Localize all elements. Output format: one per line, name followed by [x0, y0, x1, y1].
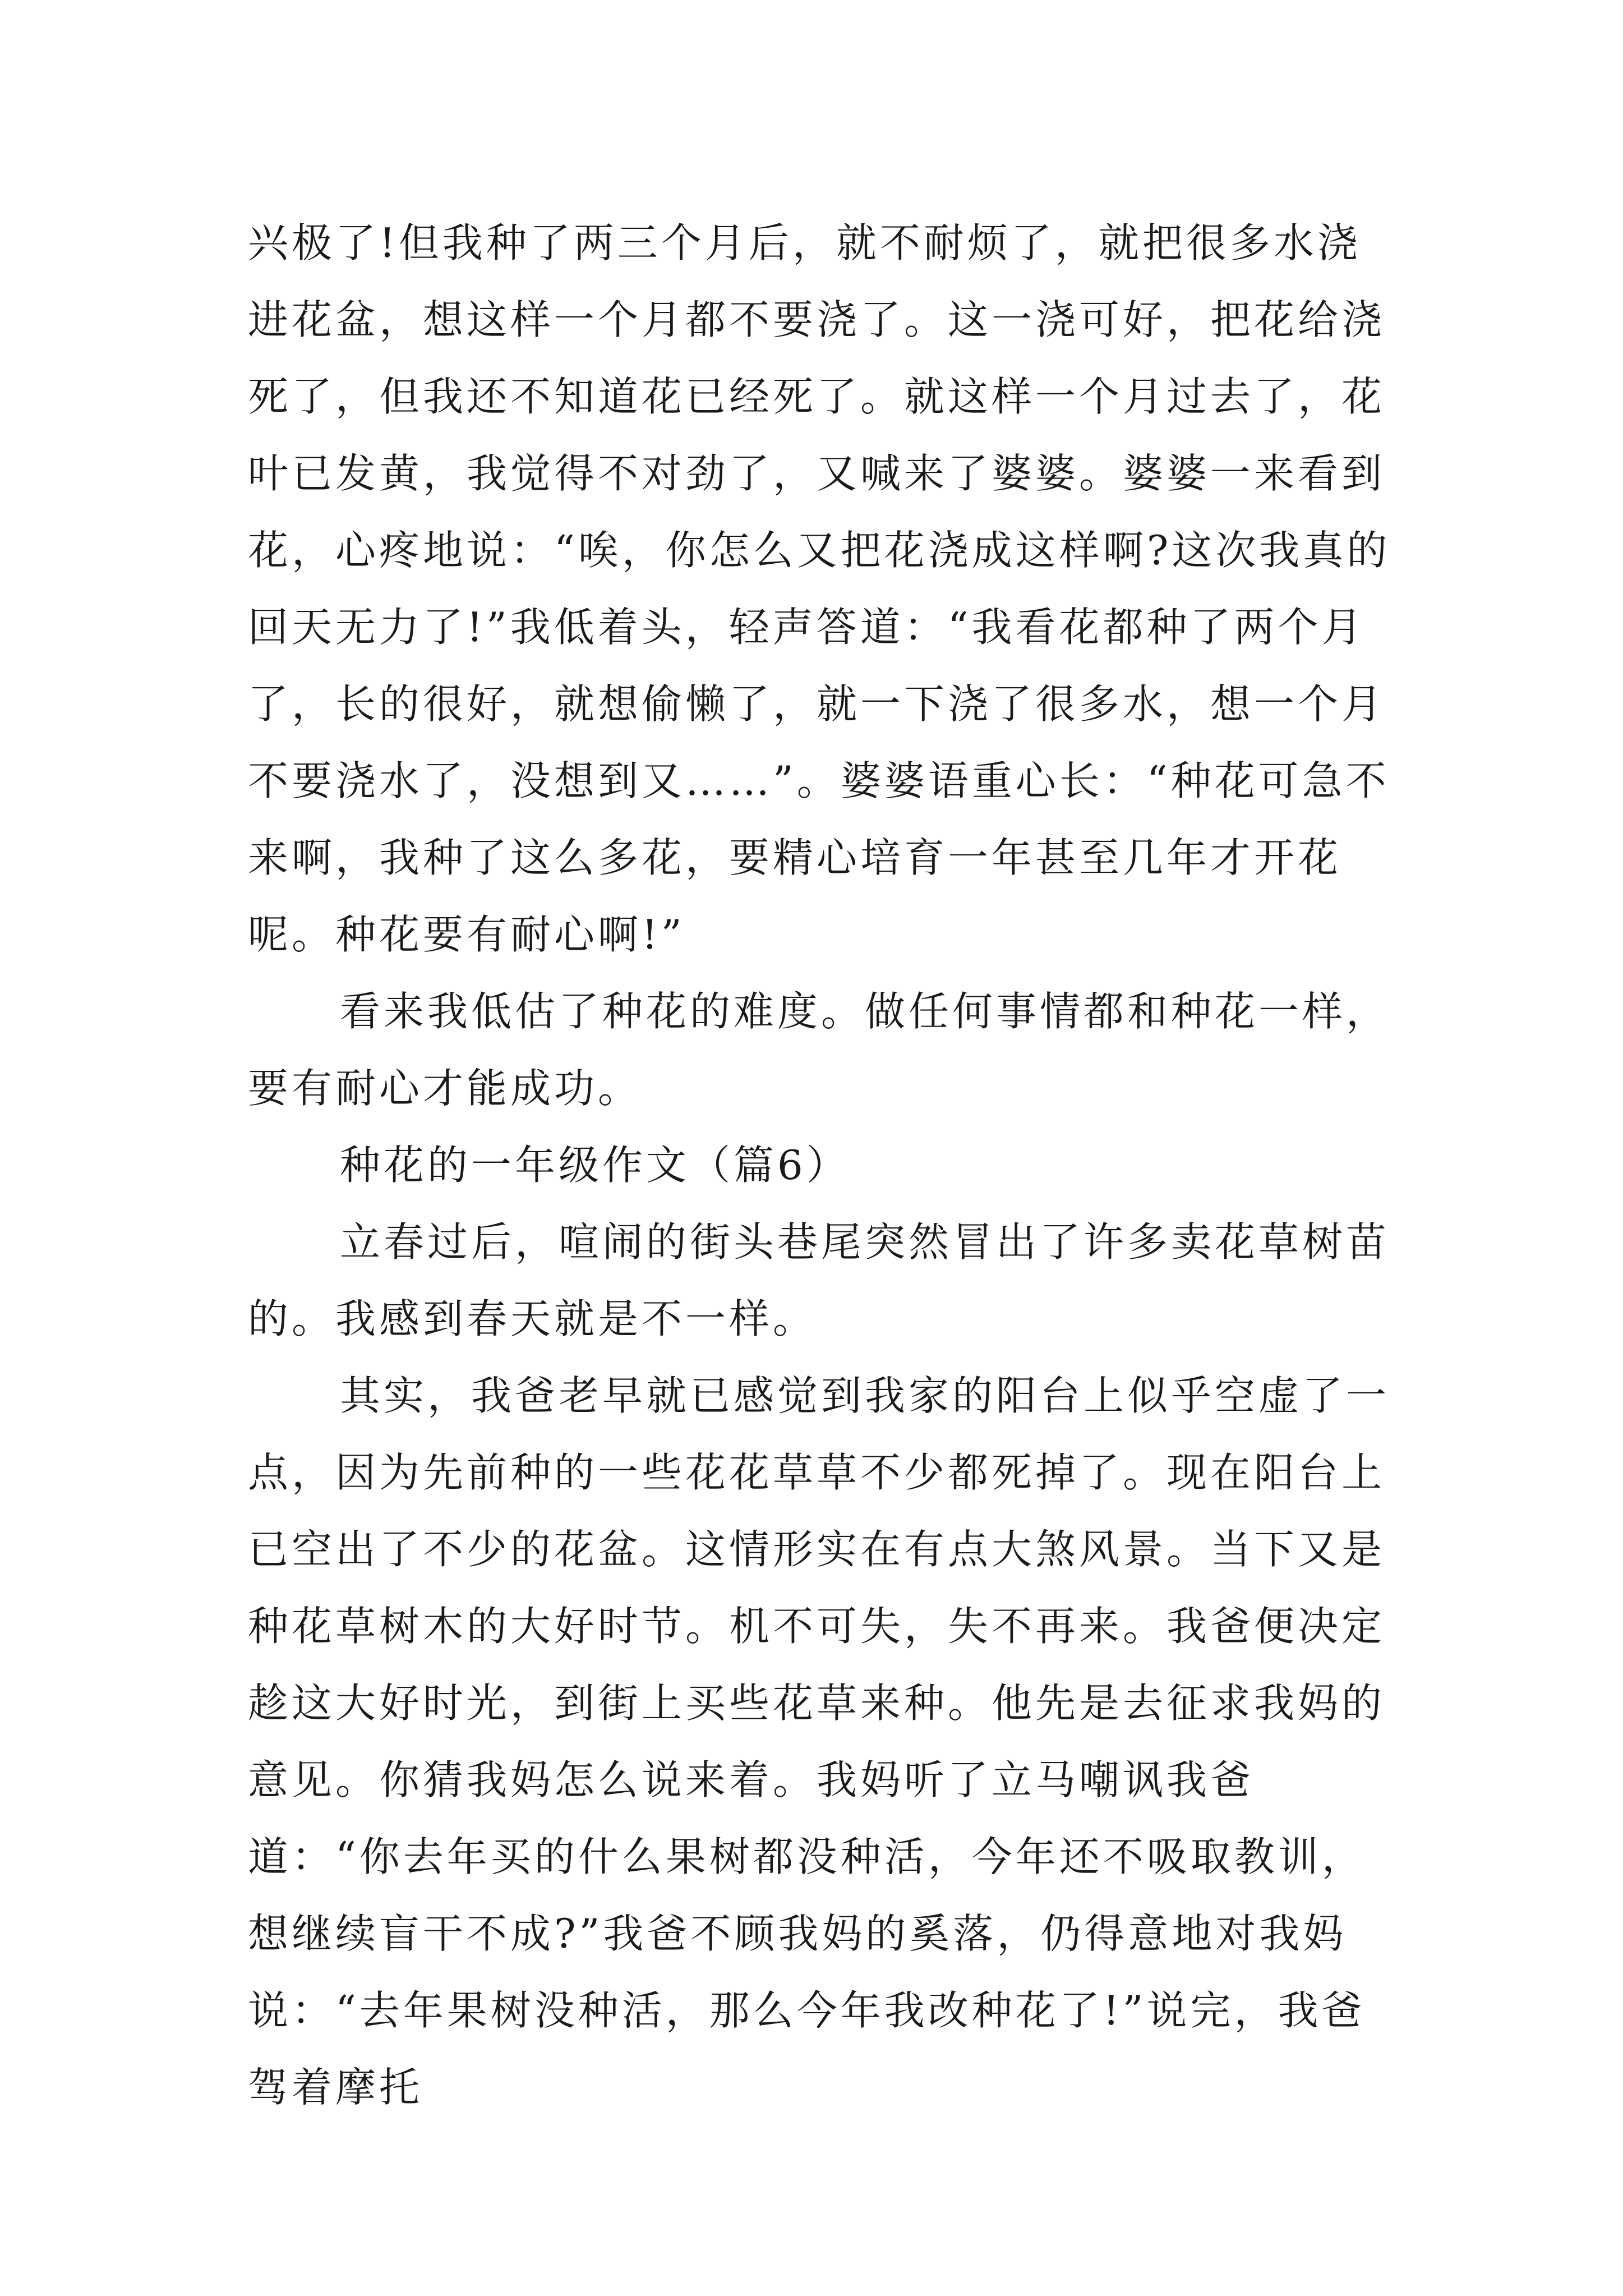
paragraph-spring: 立春过后，喧闹的街头巷尾突然冒出了许多卖花草树苗的。我感到春天就是不一样。 — [248, 1218, 1390, 1342]
document-body — [248, 205, 1398, 2126]
section-heading: 种花的一年级作文（篇6） — [340, 1142, 850, 1189]
paragraph-balcony: 其实，我爸老早就已感觉到我家的阳台上似乎空虚了一点，因为先前种的一些花花草草不少都死掉了。现在阳台上已空出了不少的花盆。这情形实在有点大煞风景。当下又是种花草树木的大好时节。机不可失，失不再来。我爸便决定趁这大好时光，到街上买些花草来种。他先是去征求我妈的意见。你猜我妈怎么说来着。我妈听了立马嘲讽我爸道：“你去年买的什么果树都没种活，今年还不吸取教训，想继续盲干不成?”我爸不顾我妈的奚落，仍得意地对我妈说：“去年果树没种活，那么今年我改种花了!”说完，我爸驾着摩托 — [248, 1372, 1390, 2111]
paragraph-continuation: 兴极了!但我种了两三个月后，就不耐烦了，就把很多水浇进花盆，想这样一个月都不要浇了。这一浇可好，把花给浇死了，但我还不知道花已经死了。就这样一个月过去了，花叶已发黄，我觉得不对劲了，又喊来了婆婆。婆婆一来看到花，心疼地说：“唉，你怎么又把花浇成这样啊?这次我真的回天无力了!”我低着头，轻声答道：“我看花都种了两个月了，长的很好，就想偷懒了，就一下浇了很多水，想一个月不要浇水了，没想到又……”。婆婆语重心长：“种花可急不来啊，我种了这么多花，要精心培育一年甚至几年才开花呢。种花要有耐心啊!” — [248, 219, 1391, 958]
paragraph-conclusion: 看来我低估了种花的难度。做任何事情都和种花一样，要有耐心才能成功。 — [248, 988, 1390, 1112]
